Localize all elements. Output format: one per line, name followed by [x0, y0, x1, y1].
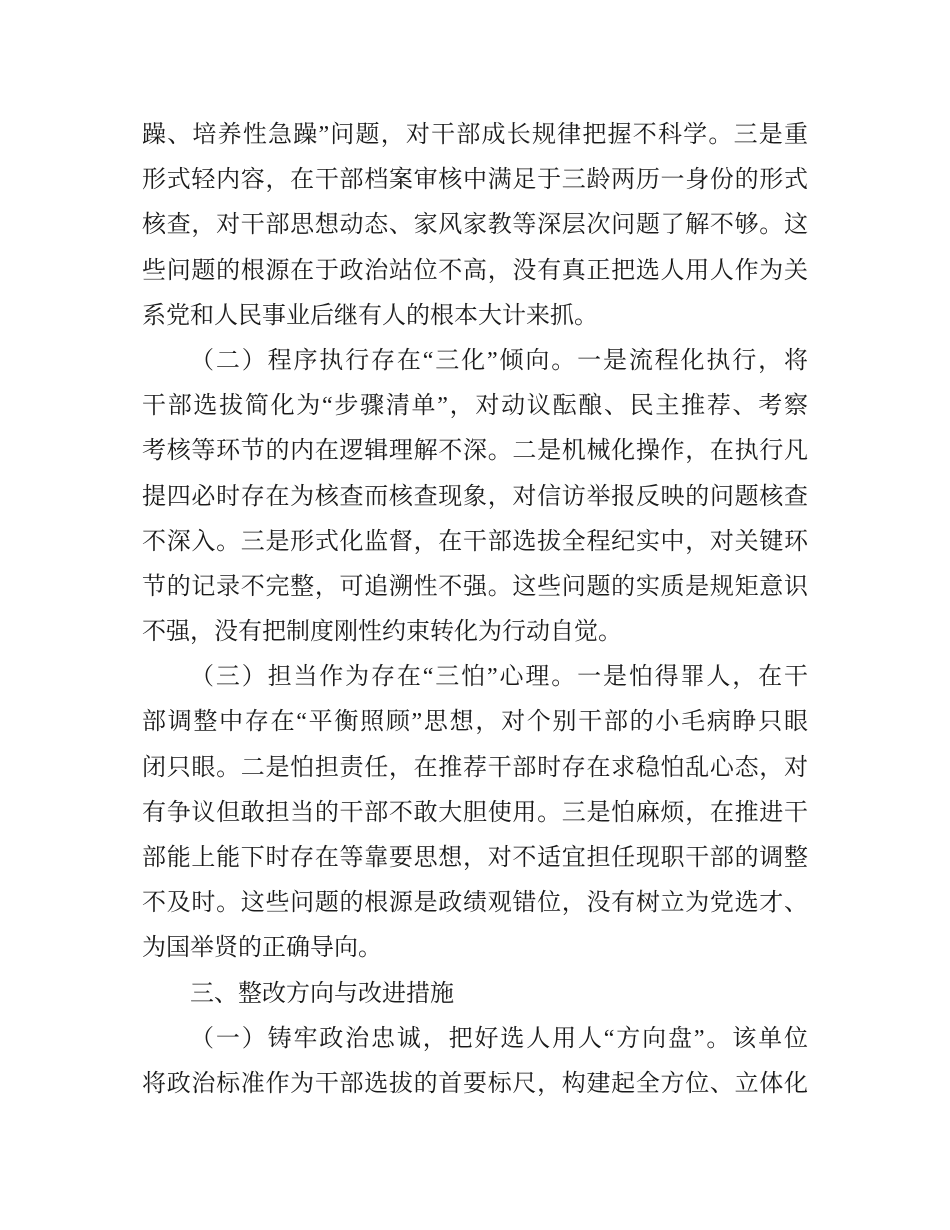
text-line: （三）担当作为存在“三怕”心理。一是怕得罪人，在干: [190, 664, 808, 691]
text-line: 有争议但敢担当的干部不敢大胆使用。三是怕麻烦，在推进干: [142, 799, 808, 826]
text-line: 躁、培养性急躁”问题，对干部成长规律把握不科学。三是重: [142, 122, 808, 148]
text-line: 不强，没有把制度刚性约束转化为行动自觉。: [142, 619, 622, 646]
text-line: 干部选拔简化为“步骤清单”，对动议酝酿、民主推荐、考察: [142, 393, 808, 420]
text-line: 不深入。三是形式化监督，在干部选拔全程纪实中，对关键环: [142, 528, 808, 555]
text-line: 节的记录不完整，可追溯性不强。这些问题的实质是规矩意识: [142, 573, 808, 600]
text-line: （一）铸牢政治忠诚，把好选人用人“方向盘”。该单位: [190, 1025, 808, 1052]
paragraph: [142, 655, 808, 971]
text-line: 些问题的根源在于政治站位不高，没有真正把选人用人作为关: [142, 257, 808, 284]
text-line: 核查，对干部思想动态、家风家教等深层次问题了解不够。这: [142, 212, 808, 239]
text-line: 系党和人民事业后继有人的根本大计来抓。: [142, 302, 598, 329]
paragraph: [142, 1017, 808, 1107]
text-line: 不及时。这些问题的根源是政绩观错位，没有树立为党选才、: [142, 890, 808, 917]
text-line: 部能上能下时存在等靠要思想，对不适宜担任现职干部的调整: [142, 845, 808, 871]
text-line: 考核等环节的内在逻辑理解不深。二是机械化操作，在执行凡: [142, 438, 808, 465]
text-line: 闭只眼。二是怕担责任，在推荐干部时存在求稳怕乱心态，对: [142, 754, 808, 781]
text-line: （二）程序执行存在“三化”倾向。一是流程化执行，将: [190, 347, 808, 374]
text-line: 提四必时存在为核查而核查现象，对信访举报反映的问题核查: [142, 483, 808, 510]
text-line: 部调整中存在“平衡照顾”思想，对个别干部的小毛病睁只眼: [142, 709, 808, 736]
section-heading-line: 三、整改方向与改进措施: [190, 980, 454, 1007]
paragraph: [142, 972, 808, 1017]
text-line: 为国举贤的正确导向。: [142, 935, 382, 962]
paragraph: [142, 113, 808, 339]
text-line: 将政治标准作为干部选拔的首要标尺，构建起全方位、立体化: [142, 1070, 808, 1097]
document-page: [142, 113, 808, 1107]
paragraph: [142, 339, 808, 655]
text-line: 形式轻内容，在干部档案审核中满足于三龄两历一身份的形式: [142, 167, 808, 194]
